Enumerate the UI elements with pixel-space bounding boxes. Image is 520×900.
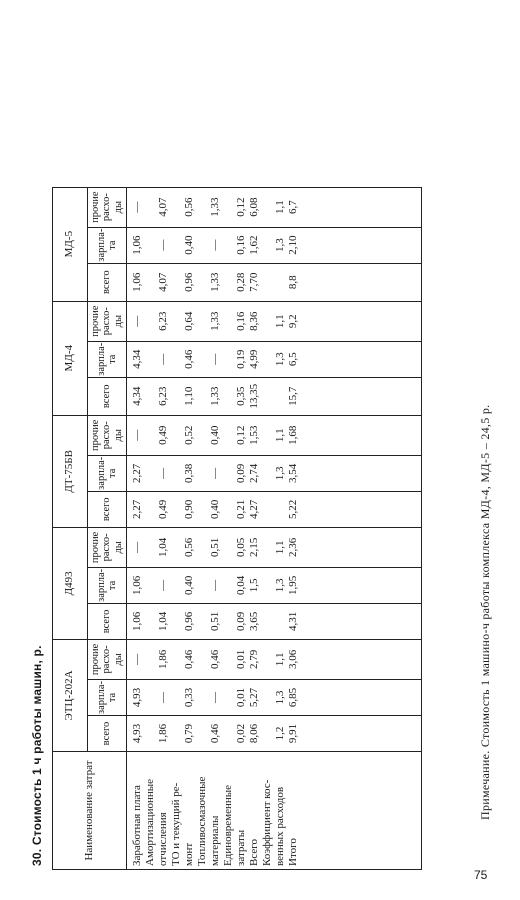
value-column — [127, 227, 422, 263]
cell-value: 6,23 — [157, 311, 169, 331]
cell-value: 13,35 — [248, 383, 260, 409]
machine-header: ЭТЦ-202А — [53, 639, 88, 751]
value-column — [127, 679, 422, 715]
cell-value: 0,40 — [183, 575, 195, 596]
machine-header: МД-5 — [53, 187, 88, 301]
cell-value: 9,91 — [287, 723, 299, 744]
cell-value: 2,15 — [248, 537, 260, 557]
value-column — [127, 263, 422, 301]
cell-value: 3,06 — [287, 649, 299, 670]
cell-value — [274, 379, 287, 414]
cell-value: 0,40 — [183, 235, 195, 255]
cell-value: 1,33 — [209, 272, 221, 292]
machine-header: МД-4 — [53, 301, 88, 415]
sub-column-header: прочие расхо- ды — [88, 527, 127, 567]
cell-value: 1,53 — [248, 425, 260, 445]
value-column — [127, 341, 422, 377]
cell-value: 1,62 — [248, 235, 260, 255]
cell-value: 6,7 — [287, 200, 299, 214]
sub-column-header: прочие расхо- ды — [88, 301, 127, 341]
cell-value: 6,23 — [157, 386, 169, 406]
cell-value: 1,04 — [157, 537, 169, 557]
cell-value: 0,12 — [235, 425, 247, 445]
cell-value: — — [131, 429, 143, 441]
cell-value: 1,3 — [274, 466, 286, 481]
cell-value: 6,5 — [287, 352, 299, 367]
cell-value: 0,64 — [183, 311, 195, 331]
table-note: Примечание. Стоимость 1 машино-ч работы комплекса МД-4, МД-5 – 24,5 р. — [478, 404, 492, 820]
sub-column-header: всего — [88, 377, 127, 415]
cell-value: 0,35 — [235, 386, 247, 406]
cell-value: 4,93 — [131, 687, 143, 708]
cost-item-label: затраты — [235, 829, 247, 866]
value-column — [127, 603, 422, 639]
value-column — [127, 567, 422, 603]
cell-value: 0,38 — [183, 463, 195, 483]
cell-value: 4,99 — [248, 349, 260, 369]
cell-value: 1,86 — [157, 723, 169, 744]
cell-value: 0,09 — [235, 463, 247, 483]
cell-value: 1,06 — [131, 611, 143, 632]
cell-value: 0,09 — [235, 611, 247, 632]
value-column — [127, 301, 422, 341]
sub-column-header: зарпла- та — [88, 341, 127, 377]
cell-value: 0,04 — [235, 575, 247, 596]
cost-item-label: Амортизационные — [144, 778, 156, 866]
sub-column-header: всего — [88, 603, 127, 639]
cell-value: 0,02 — [235, 723, 247, 744]
cell-value: 0,16 — [235, 235, 247, 255]
cell-value: 5,22 — [287, 499, 299, 519]
cell-value: 0,21 — [235, 499, 247, 519]
cell-value: 0,46 — [209, 723, 221, 744]
cell-value: 4,27 — [248, 499, 260, 519]
cell-value: 4,34 — [131, 349, 143, 369]
cell-value: — — [131, 653, 143, 665]
cell-value: 5,27 — [248, 687, 260, 708]
cell-value: 0,96 — [183, 272, 195, 292]
cell-value: 0,05 — [235, 537, 247, 557]
cost-item-label: Единовременные — [222, 784, 234, 866]
cell-value: 1,3 — [274, 578, 286, 593]
cell-value: 4,07 — [157, 197, 169, 217]
sub-column-header: зарпла- та — [88, 227, 127, 263]
cell-value: 1,1 — [274, 540, 286, 555]
cell-value: — — [209, 691, 221, 703]
cost-item-label: венных расходов — [274, 786, 286, 866]
value-column — [127, 187, 422, 227]
cell-value: 6,08 — [248, 197, 260, 217]
cell-value: 0,56 — [183, 537, 195, 557]
cell-value: 1,10 — [183, 386, 195, 406]
cell-value: — — [157, 239, 169, 251]
cell-value: — — [157, 579, 169, 591]
cell-value: 4,34 — [131, 386, 143, 406]
cell-value: 1,3 — [274, 352, 286, 367]
cost-item-names — [127, 752, 422, 870]
cell-value: 0,46 — [183, 649, 195, 670]
cell-value: 3,65 — [248, 611, 260, 632]
cell-value: — — [209, 353, 221, 365]
cost-item-label: Итого — [287, 838, 299, 866]
cell-value: 1,06 — [131, 235, 143, 255]
cell-value: — — [209, 579, 221, 591]
cell-value: 0,33 — [183, 687, 195, 708]
cost-item-label: Топливосмазочные — [196, 776, 208, 866]
cell-value: 8,06 — [248, 723, 260, 744]
cell-value: 0,51 — [209, 537, 221, 557]
cell-value: 4,31 — [287, 611, 299, 632]
cell-value: 1,06 — [131, 575, 143, 596]
cell-value — [274, 605, 287, 638]
cell-value: 2,79 — [248, 649, 260, 670]
cell-value: — — [131, 315, 143, 327]
cell-value: 1,1 — [274, 652, 286, 667]
cost-item-label: Всего — [248, 839, 260, 866]
cell-value: — — [209, 239, 221, 251]
cell-value: 0,96 — [183, 611, 195, 632]
cost-item-label: Заработная плата — [131, 785, 143, 866]
value-column — [127, 455, 422, 491]
sub-column-header: всего — [88, 716, 127, 752]
value-column — [127, 527, 422, 567]
cell-value: 0,46 — [209, 649, 221, 670]
value-column — [127, 716, 422, 752]
cell-value: 0,49 — [157, 499, 169, 519]
cell-value: 0,51 — [209, 611, 221, 632]
cell-value: 2,27 — [131, 499, 143, 519]
cell-value: — — [131, 201, 143, 213]
cell-value: 15,7 — [287, 386, 299, 406]
cell-value: 1,3 — [274, 690, 286, 705]
cell-value: 0,40 — [209, 499, 221, 519]
cell-value: 8,8 — [287, 275, 299, 290]
cell-value: 4,93 — [131, 723, 143, 744]
cell-value: 9,2 — [287, 314, 299, 329]
cell-value: 7,70 — [248, 272, 260, 292]
cell-value: 2,27 — [131, 463, 143, 483]
name-column-header: Наименование затрат — [53, 752, 127, 870]
cell-value: 0,49 — [157, 425, 169, 445]
cell-value: 8,36 — [248, 311, 260, 331]
cell-value: 1,5 — [248, 578, 260, 593]
value-column — [127, 415, 422, 455]
cell-value: 0,01 — [235, 649, 247, 670]
cell-value: 1,95 — [287, 575, 299, 596]
cost-table — [52, 187, 422, 870]
cell-value: 1,68 — [287, 425, 299, 445]
cell-value: 1,1 — [274, 314, 286, 329]
cell-value: 0,16 — [235, 311, 247, 331]
cell-value: 1,04 — [157, 611, 169, 632]
cell-value: 1,1 — [274, 428, 286, 443]
sub-column-header: зарпла- та — [88, 679, 127, 715]
cell-value: — — [131, 541, 143, 553]
cell-value: — — [157, 353, 169, 365]
cell-value: 1,33 — [209, 386, 221, 406]
cell-value: 1,1 — [274, 200, 286, 214]
cell-value: 0,40 — [209, 425, 221, 445]
cell-value: 6,85 — [287, 687, 299, 708]
sub-column-header: прочие расхо- ды — [88, 639, 127, 679]
cell-value: 2,74 — [248, 463, 260, 483]
cell-value: 0,28 — [235, 272, 247, 292]
machine-header: Д493 — [53, 527, 88, 639]
table-caption: 30. Стоимость 1 ч работы машин, р. — [30, 645, 44, 866]
cell-value: 3,54 — [287, 463, 299, 483]
cell-value: 2,10 — [287, 235, 299, 255]
cell-value: 0,56 — [183, 197, 195, 217]
sub-column-header: прочие расхо- ды — [88, 187, 127, 227]
cell-value: — — [157, 467, 169, 479]
cell-value: 0,46 — [183, 349, 195, 369]
cell-value: 1,3 — [274, 238, 286, 253]
cost-item-label: монт — [183, 842, 195, 866]
cost-item-label: ТО и текущий ре- — [170, 782, 182, 866]
cell-value: 4,07 — [157, 272, 169, 292]
cell-value — [274, 265, 287, 300]
value-column — [127, 491, 422, 527]
sub-column-header: всего — [88, 263, 127, 301]
cell-value: 2,36 — [287, 537, 299, 557]
page-number: 75 — [474, 868, 488, 882]
cell-value: 1,06 — [131, 272, 143, 292]
rotated-page — [30, 10, 500, 870]
cost-item-label: Коэффициент кос- — [261, 779, 273, 866]
cell-value: 0,19 — [235, 349, 247, 369]
cell-value: 1,2 — [274, 726, 286, 741]
cell-value: 1,33 — [209, 197, 221, 217]
value-column — [127, 377, 422, 415]
cell-value: — — [209, 467, 221, 479]
cell-value — [274, 493, 287, 526]
cell-value: — — [157, 691, 169, 703]
cell-value: 0,79 — [183, 723, 195, 744]
machine-header: ДТ-75БВ — [53, 415, 88, 527]
cell-value: 1,86 — [157, 649, 169, 670]
sub-column-header: зарпла- та — [88, 455, 127, 491]
cell-value: 0,12 — [235, 197, 247, 217]
cost-item-label: отчисления — [157, 812, 169, 866]
cost-item-label: материалы — [209, 815, 221, 866]
cell-value: 0,52 — [183, 425, 195, 445]
cell-value: 0,90 — [183, 499, 195, 519]
sub-column-header: зарпла- та — [88, 567, 127, 603]
sub-column-header: всего — [88, 491, 127, 527]
cell-value: 0,01 — [235, 687, 247, 708]
value-column — [127, 639, 422, 679]
cell-value: 1,33 — [209, 311, 221, 331]
sub-column-header: прочие расхо- ды — [88, 415, 127, 455]
